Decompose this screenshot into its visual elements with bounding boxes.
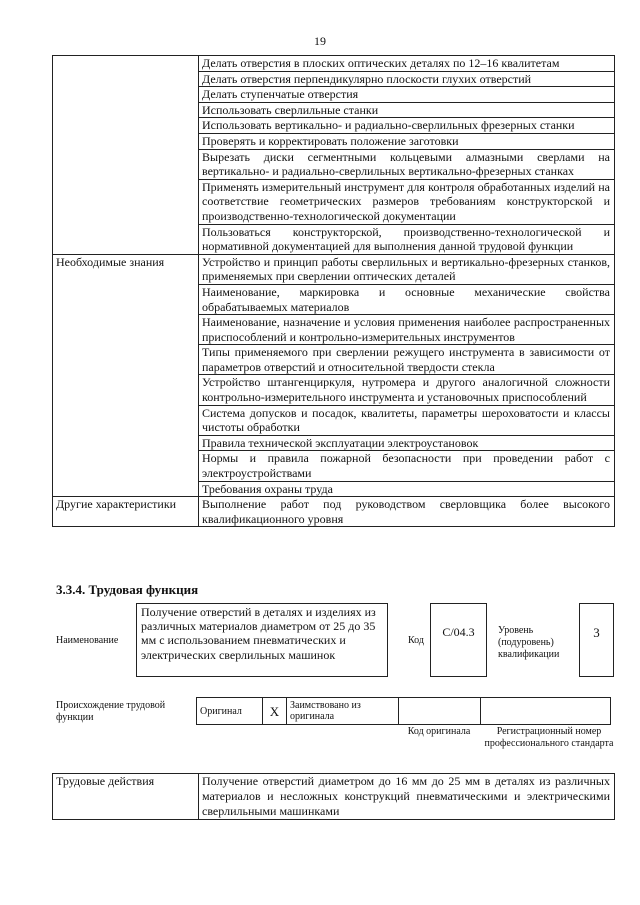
labor-actions-table (52, 773, 615, 820)
origin-code-cell (399, 698, 481, 725)
name-label: Наименование (56, 635, 119, 646)
skill-item: Пользоваться конструкторской, производственно-технологической и нормативной документацией для выполнения данной трудовой функции (199, 224, 615, 254)
knowledge-item: Наименование, назначение и условия применения наиболее распространенных приспособлений и контрольно-измерительных инструментов (199, 315, 615, 345)
knowledge-item: Устройство штангенциркуля, нутромера и другого аналогичной сложности контрольно-измерительного инструмента и установочных приспособлений (199, 375, 615, 405)
skill-item: Вырезать диски сегментными кольцевыми алмазными сверлами на вертикально- и радиально-сверлильных вертикально-фрезерных станках (199, 149, 615, 179)
other-characteristics-label: Другие характеристики (53, 497, 199, 527)
table-row (197, 698, 611, 725)
skill-item: Делать отверстия перпендикулярно плоскости глухих отверстий (199, 71, 615, 87)
reg-number-caption: Регистрационный номер профессионального стандарта (484, 726, 614, 749)
knowledge-item: Типы применяемого при сверлении режущего инструмента в зависимости от параметров отверстий и относительной твердости стекла (199, 345, 615, 375)
function-name-box: Получение отверстий в деталях и изделиях из различных материалов диаметром от 25 до 35 мм с использованием пневматических и электрических сверлильных машинок (136, 603, 388, 677)
code-label: Код (408, 635, 424, 646)
skill-item: Использовать сверлильные станки (199, 102, 615, 118)
reg-number-cell (481, 698, 611, 725)
skill-item: Делать ступенчатые отверстия (199, 87, 615, 103)
knowledge-item: Нормы и правила пожарной безопасности при проведении работ с электроустройствами (199, 451, 615, 481)
knowledge-item: Наименование, маркировка и основные механические свойства обрабатываемых материалов (199, 284, 615, 314)
original-label: Оригинал (197, 698, 263, 725)
table-row (53, 774, 615, 820)
actions-label: Трудовые действия (53, 774, 199, 820)
function-requirements-table (52, 55, 615, 527)
section-title: 3.3.4. Трудовая функция (56, 582, 199, 597)
table-row (53, 497, 615, 527)
qualification-level-value: 3 (579, 603, 614, 677)
other-characteristics-text: Выполнение работ под руководством сверловщика более высокого квалификационного уровня (199, 497, 615, 527)
skill-item: Проверять и корректировать положение заготовки (199, 133, 615, 149)
origin-code-caption: Код оригинала (407, 726, 471, 737)
knowledge-item: Требования охраны труда (199, 481, 615, 497)
borrowed-label: Заимствовано из оригинала (287, 698, 399, 725)
page-number: 19 (314, 34, 326, 48)
skill-item: Использовать вертикально- и радиально-сверлильных фрезерных станки (199, 118, 615, 134)
knowledge-label: Необходимые знания (53, 254, 199, 497)
actions-text: Получение отверстий диаметром до 16 мм до 25 мм в деталях из различных материалов и несложных конструкций пневматическими и электрическими сверлильными машинками (199, 774, 615, 820)
code-value: С/04.3 (430, 603, 487, 677)
qualification-level-label: Уровень (подуровень) квалификации (498, 625, 560, 660)
origin-label: Происхождение трудовой функции (56, 700, 166, 723)
knowledge-item: Правила технической эксплуатации электроустановок (199, 435, 615, 451)
knowledge-item: Устройство и принцип работы сверлильных и вертикально-фрезерных станков, применяемых при сверлении оптических деталей (199, 254, 615, 284)
table-row (53, 56, 615, 72)
skills-label-cell (53, 56, 199, 255)
knowledge-item: Система допусков и посадок, квалитеты, параметры шероховатости и классы чистоты обработки (199, 405, 615, 435)
skill-item: Применять измерительный инструмент для контроля обработанных изделий на соответствие геометрических размеров требованиям конструкторской и производственно-технологической документации (199, 179, 615, 224)
original-mark: X (263, 698, 287, 725)
skill-item: Делать отверстия в плоских оптических деталях по 12–16 квалитетам (199, 56, 615, 72)
table-row (53, 254, 615, 284)
origin-table (196, 697, 611, 725)
